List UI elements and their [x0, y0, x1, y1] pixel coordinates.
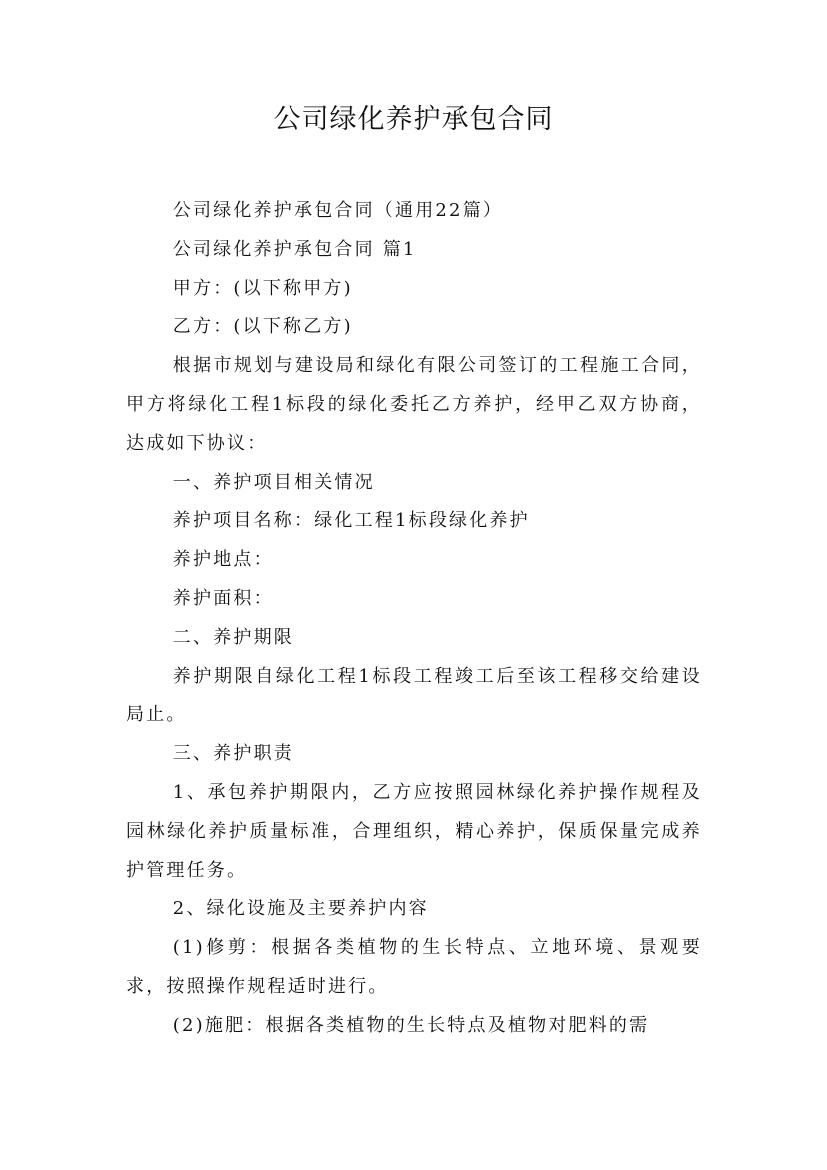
- paragraph-duty-1: 1、承包养护期限内，乙方应按照园林绿化养护操作规程及园林绿化养护质量标准，合理组织，精心养护，保质保量完成养护管理任务。: [126, 781, 702, 881]
- section-heading-1: 一、养护项目相关情况: [172, 471, 375, 493]
- section-heading-3: 三、养护职责: [172, 743, 294, 765]
- document-title: 公司绿化养护承包合同: [273, 104, 554, 135]
- paragraph-location: 养护地点：: [172, 549, 274, 571]
- document-body: [126, 192, 702, 1046]
- paragraph-project-name: 养护项目名称：绿化工程1标段绿化养护: [172, 510, 530, 532]
- section-heading-2: 二、养护期限: [172, 626, 294, 648]
- paragraph-party-b: 乙方：(以下称乙方): [172, 316, 353, 338]
- paragraph-heading-general: 公司绿化养护承包合同（通用22篇）: [172, 200, 504, 221]
- paragraph-duty-2: 2、绿化设施及主要养护内容: [172, 898, 429, 920]
- paragraph-area: 养护面积：: [172, 587, 274, 609]
- paragraph-party-a: 甲方：(以下称甲方): [172, 277, 353, 299]
- paragraph-fertilizing: (2)施肥：根据各类植物的生长特点及植物对肥料的需: [172, 1014, 650, 1036]
- paragraph-preamble: 根据市规划与建设局和绿化有限公司签订的工程施工合同，甲方将绿化工程1标段的绿化委托乙方养护，经甲乙双方协商，达成如下协议：: [126, 355, 702, 454]
- paragraph-article-1: 公司绿化养护承包合同 篇1: [172, 238, 417, 260]
- paragraph-term: 养护期限自绿化工程1标段工程竣工后至该工程移交给建设局止。: [126, 665, 702, 726]
- paragraph-pruning: (1)修剪：根据各类植物的生长特点、立地环境、景观要求，按照操作规程适时进行。: [126, 937, 702, 997]
